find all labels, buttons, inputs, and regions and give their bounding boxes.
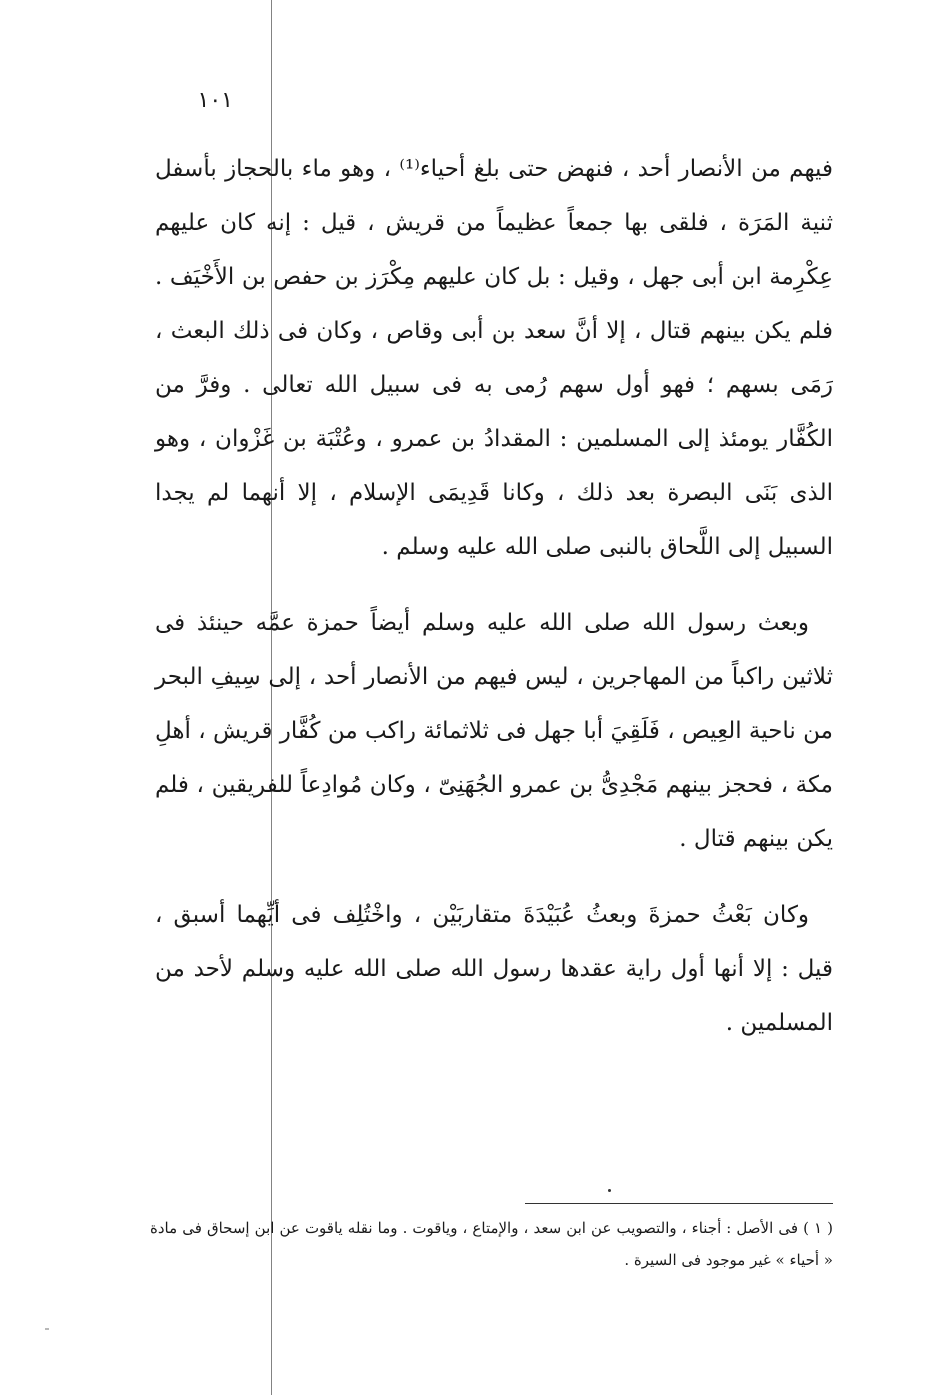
- scan-speck: [45, 1328, 49, 1330]
- footnotes: [150, 1212, 833, 1276]
- paragraph-2: وبعث رسول الله صلى الله عليه وسلم أيضاً حمزة عمَّه حينئذ فى ثلاثين راكباً من المهاجرين ، ليس فيهم من الأنصار أحد ، إلى سِيفِ البحر من ناحية العِيص ، فَلَقِيَ أبا جهل فى ثلاثمائة راكب من كُفَّار قريش ، أهلِ مكة ، فحجز بينهم مَجْدِىُّ بن عمرو الجُهَنِىّ ، وكان مُوادِعاً للفريقين ، فلم يكن بينهم قتال .: [155, 610, 833, 852]
- footnote-separator-rule: [525, 1203, 833, 1204]
- paragraph-3: وكان بَعْثُ حمزةَ وبعثُ عُبَيْدَةَ متقاربَيْن ، واخْتُلِف فى أيِّهما أسبق ، قيل : إلا أنها أول راية عقدها رسول الله صلى الله عليه وسلم لأحد من المسلمين .: [155, 902, 833, 1036]
- page-number: ١٠١: [197, 88, 233, 113]
- footnote-1: ( ١ ) فى الأصل : أجناء ، والتصويب عن ابن سعد ، والإمتاع ، وياقوت . وما نقله ياقوت عن ابن إسحاق فى مادة « أحياء » غير موجود فى السيرة .: [150, 1219, 833, 1269]
- footnote-separator-dot: [608, 1189, 611, 1192]
- paragraph-1: فيهم من الأنصار أحد ، فنهض حتى بلغ أحياء⁽¹⁾ ، وهو ماء بالحجاز بأسفل ثنية المَرَة ، فلقى بها جمعاً عظيماً من قريش ، قيل : إنه كان عليهم عِكْرِمة ابن أبى جهل ، وقيل : بل كان عليهم مِكْرَز بن حفص بن الأَخْيَف . فلم يكن بينهم قتال ، إلا أنَّ سعد بن أبى وقاص ، وكان فى ذلك البعث ، رَمَى بسهم ؛ فهو أول سهم رُمى به فى سبيل الله تعالى . وفرَّ من الكُفَّار يومئذ إلى المسلمين : المقدادُ بن عمرو ، وعُتْبَة بن غَزْوان ، وهو الذى بَنَى البصرة بعد ذلك ، وكانا قَدِيمَى الإسلام ، إلا أنهما لم يجدا السبيل إلى اللَّحاق بالنبى صلى الله عليه وسلم .: [155, 156, 833, 560]
- body-text: [155, 142, 833, 1072]
